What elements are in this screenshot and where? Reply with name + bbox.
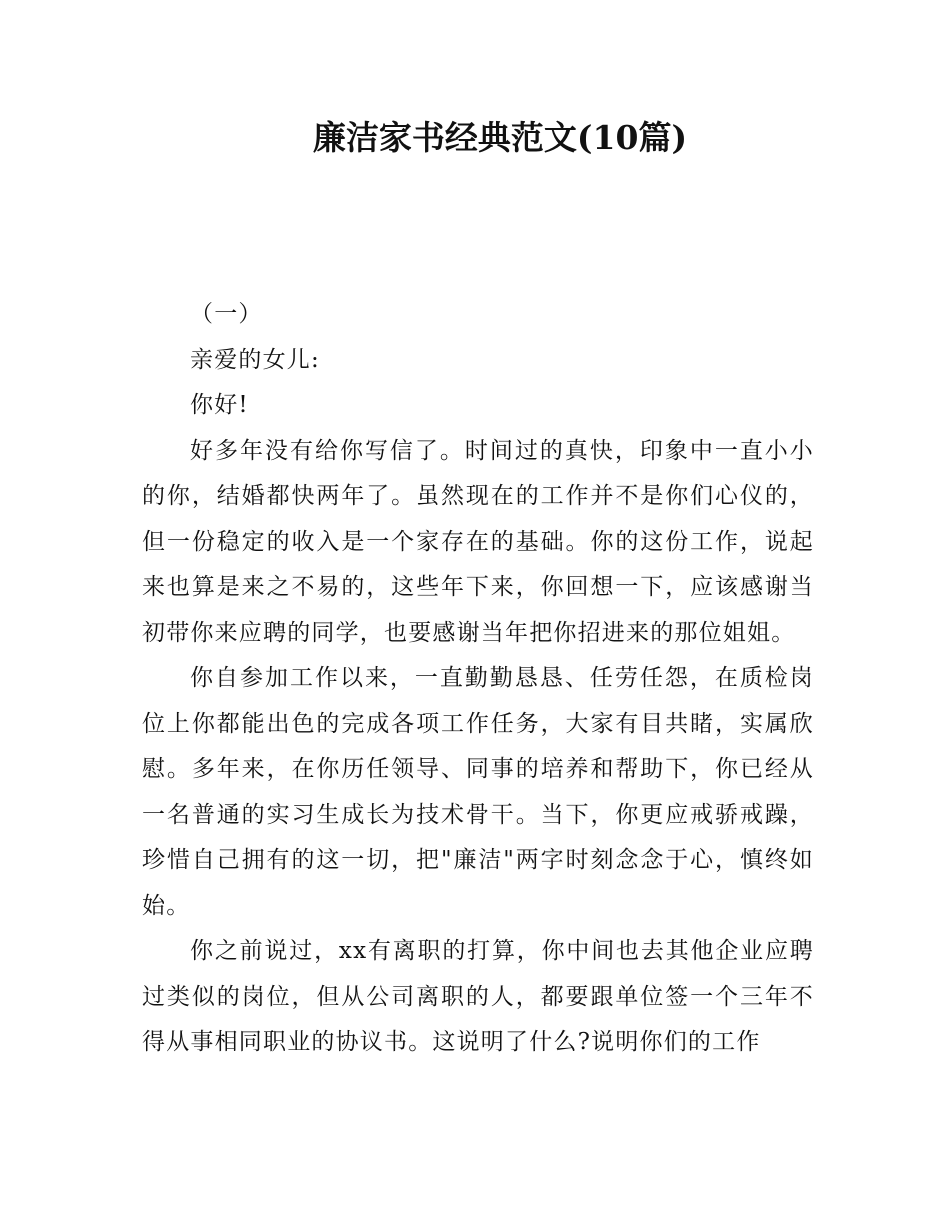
- section-number: （一）: [190, 301, 263, 327]
- paragraph-1: 好多年没有给你写信了。时间过的真快，印象中一直小小的你，结婚都快两年了。虽然现在的工作并不是你们心仪的，但一份稳定的收入是一个家存在的基础。你的这份工作，说起来也算是来之不易的，这些年下来，你回想一下，应该感谢当初带你来应聘的同学，也要感谢当年把你招进来的那位姐姐。: [142, 437, 814, 646]
- document-body: [142, 292, 814, 1066]
- letter-salutation: 亲爱的女儿:: [190, 346, 320, 373]
- document-title: 廉洁家书经典范文(10篇): [312, 118, 688, 157]
- letter-greeting: 你好!: [190, 392, 249, 418]
- paragraph-2: 你自参加工作以来，一直勤勤恳恳、任劳任怨，在质检岗位上你都能出色的完成各项工作任务，大家有目共睹，实属欣慰。多年来，在你历任领导、同事的培养和帮助下，你已经从一名普通的实习生成长为技术骨干。当下，你更应戒骄戒躁，珍惜自己拥有的这一切，把"廉洁"两字时刻念念于心，慎终如始。: [142, 665, 814, 919]
- paragraph-3: 你之前说过，xx有离职的打算，你中间也去其他企业应聘过类似的岗位，但从公司离职的人，都要跟单位签一个三年不得从事相同职业的协议书。这说明了什么?说明你们的工作: [142, 938, 814, 1055]
